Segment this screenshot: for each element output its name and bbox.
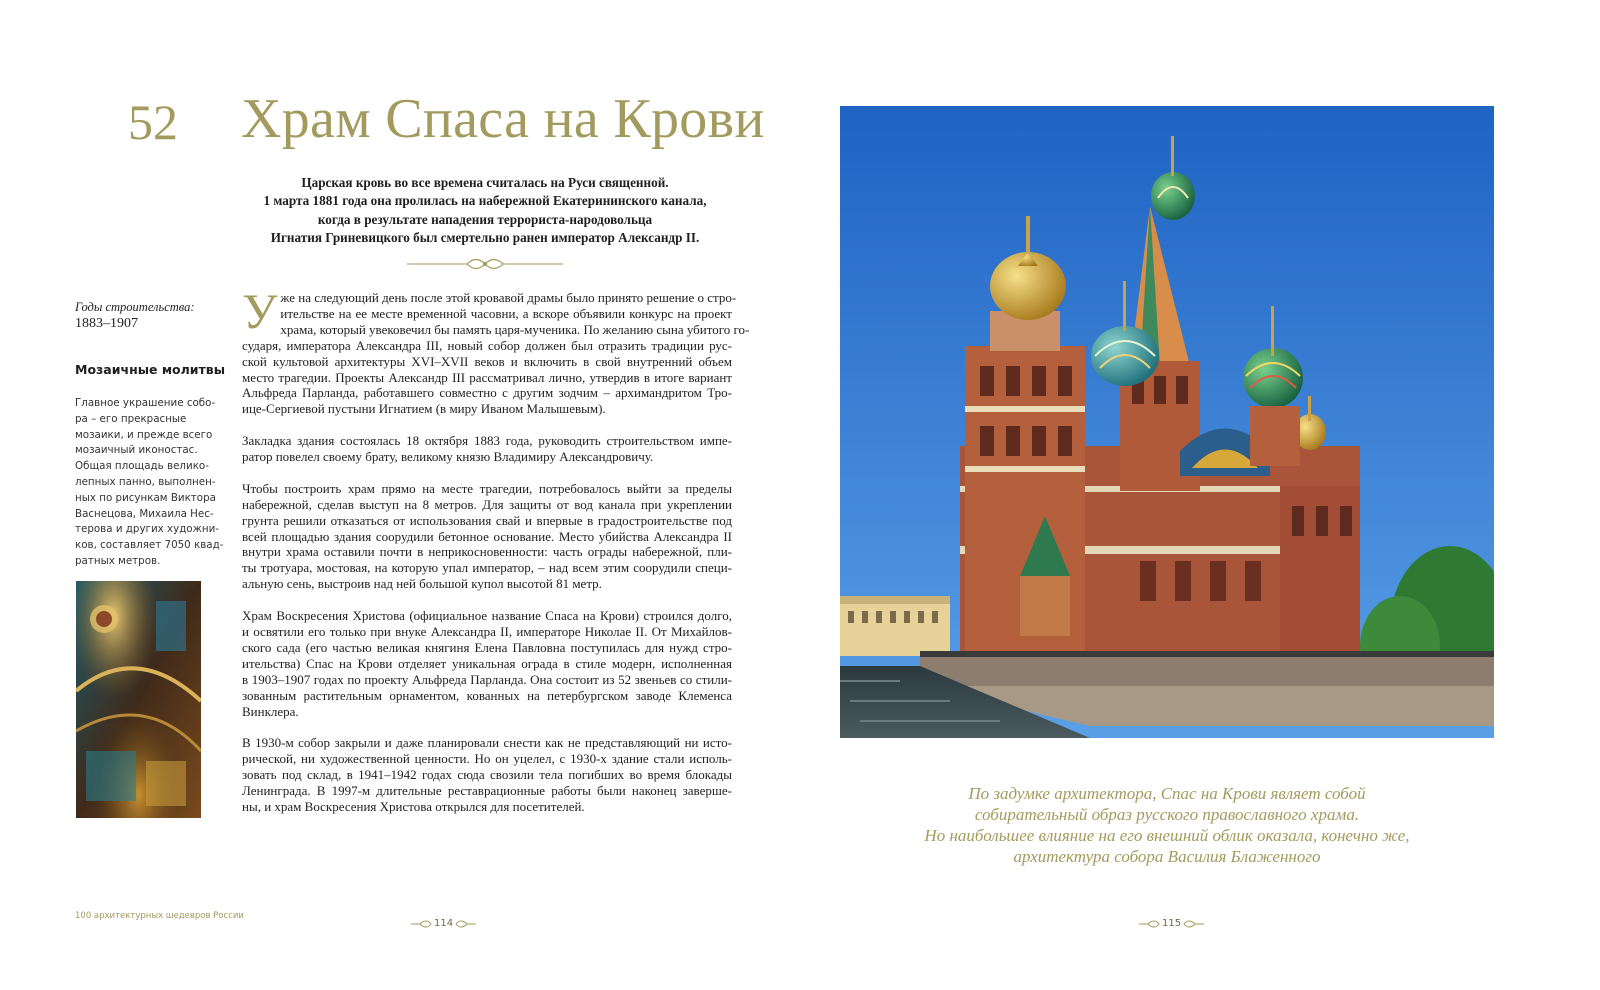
page-number-right <box>1138 918 1205 929</box>
text-line: и освятили его только при внуке Александра II, императоре Николае II. От Михайлов- <box>242 623 732 639</box>
text-line: ской культовой архитектуры XVI–XVII веков и включить в свой внутренний объем <box>242 353 732 369</box>
page-title: Храм Спаса на Крови <box>241 88 765 150</box>
text-line: рической, ни художественной ценности. Но он уцелел, с 1930-х здание стали исполь- <box>242 751 732 767</box>
ornament-icon <box>1183 919 1205 929</box>
sidebar-text <box>75 396 223 570</box>
ornament-icon <box>1138 919 1160 929</box>
drop-cap: У <box>242 283 278 339</box>
text-line: место трагедии. Проекты Александр III рассматривал лично, утвердив в итоге вариант <box>242 369 732 385</box>
text-line: зовать под склад, в 1941–1942 годах сюда свозили тела погибших во время блокады <box>242 767 732 783</box>
caption-line: Но наибольшее влияние на его внешний облик оказала, конечно же, <box>924 826 1410 845</box>
text-line: храма, который увековечил бы память царя-мученика. По желанию сына убитого го- <box>280 321 750 337</box>
page-number: 114 <box>434 918 454 929</box>
text-line: внутри храма оставили почти в неприкосновенности: часть ограды набережной, пли- <box>242 544 732 560</box>
paragraph <box>242 433 732 465</box>
paragraph <box>242 608 732 719</box>
text-line: ительства) Спас на Крови отделяет уникальная ограда в стиле модерн, исполненная <box>242 655 732 671</box>
text-line: сударя, императора Александра III, новый собор должен был отразить традиции рус- <box>242 337 732 353</box>
photo-caption <box>840 783 1494 867</box>
lead-line: 1 марта 1881 года она пролилась на набережной Екатерининского канала, <box>263 193 707 209</box>
text-line: Альфреда Парланда, работавшего совместно с другим зодчим – архимандритом Тро- <box>242 385 732 401</box>
sidebar-line: мозаики, и прежде всего <box>75 428 213 441</box>
text-line: Чтобы построить храм прямо на месте трагедии, потребовалось выйти за пределы <box>242 480 732 496</box>
text-line: ны, и храм Воскресения Христова открылся для посетителей. <box>242 798 585 814</box>
sidebar-line: Общая площадь велико- <box>75 460 209 473</box>
lead-line: когда в результате нападения террориста-народовольца <box>317 211 653 227</box>
caption-line: По задумке архитектора, Спас на Крови являет собой <box>968 784 1366 803</box>
text-line: же на следующий день после этой кровавой драмы было принято решение о стро- <box>280 290 737 305</box>
text-line: Храм Воскресения Христова (официальное название Спаса на Крови) строился долго, <box>242 608 732 624</box>
sidebar-line: ков, составляет 7050 квад- <box>75 539 224 552</box>
mosaic-interior-image <box>76 581 201 818</box>
page-number-left <box>410 918 477 929</box>
cathedral-photo <box>840 106 1494 738</box>
sidebar-line: Главное украшение собо- <box>75 397 216 409</box>
construction-years-label: Годы строительства: <box>75 300 195 314</box>
sidebar-line: ных по рисункам Виктора <box>75 491 216 504</box>
article-body <box>242 283 750 831</box>
text-line: ты тротуара, мостовая, на которую упал император, – над всем этим соорудили специ- <box>242 560 732 576</box>
text-line: В 1930-м собор закрыли и даже планировали снести как не представляющий ни исто- <box>242 735 732 751</box>
ornament-divider <box>405 256 565 272</box>
caption-line: собирательный образ русского православного храма. <box>974 805 1360 824</box>
text-line: Закладка здания состоялась 18 октября 1883 года, руководить строительством импе- <box>242 433 732 449</box>
paragraph <box>242 283 750 417</box>
ornament-icon <box>455 919 477 929</box>
page-number: 115 <box>1162 918 1182 929</box>
sidebar-line: лепных панно, выполнен- <box>75 475 216 488</box>
text-line: ратор повелел своему брату, великому князю Владимиру Александровичу. <box>242 449 654 465</box>
text-line: ице-Сергиевой пустыни Игнатием (в миру Иваном Малышевым). <box>242 401 606 417</box>
sidebar-line: мозаичный иконостас. <box>75 444 198 457</box>
text-line: в 1903–1907 годах по проекту Альфреда Парланда. Она состоит из 52 звеньев со стили- <box>242 671 732 687</box>
text-line: набережной, сделав выступ на 8 метров. Для защиты от вод канала при укреплении <box>242 496 732 512</box>
chapter-number: 52 <box>128 94 178 150</box>
ornament-icon <box>410 919 432 929</box>
book-title: 100 архитектурных шедевров России <box>75 911 244 921</box>
construction-years-value: 1883–1907 <box>75 316 138 331</box>
text-line: Ленинграда. В 1997-м длительные реставрационные работы были наконец заверше- <box>242 783 732 799</box>
text-line: грунта решили отказаться от использования свай и впервые в градостроительстве под <box>242 512 732 528</box>
paragraph <box>242 735 732 815</box>
sidebar-heading: Мозаичные молитвы <box>75 362 226 377</box>
sidebar-line: Васнецова, Михаила Нес- <box>75 507 214 520</box>
text-line: ского сада (его частью великая княгиня Елена Павловна поступилась для нужд стро- <box>242 639 732 655</box>
lead-line: Игнатия Гриневицкого был смертельно ранен император Александр II. <box>270 230 700 246</box>
lead-line: Царская кровь во все времена считалась на Руси священной. <box>301 175 669 190</box>
sidebar-line: ратных метров. <box>75 554 161 567</box>
caption-line: архитектура собора Василия Блаженного <box>1013 847 1321 866</box>
sidebar-line: терова и других художни- <box>75 523 220 536</box>
lead-paragraph <box>230 174 740 248</box>
text-line: Винклера. <box>242 703 299 719</box>
text-line: альную сень, выстроив над ней большой купол высотой 81 метр. <box>242 576 602 592</box>
sidebar-line: ра – его прекрасные <box>75 412 187 425</box>
text-line: всей площадью здания соорудили бетонное основание. Место убийства Александра II <box>242 528 732 544</box>
text-line: ительстве на ее месте временной часовни, а вскоре объявили конкурс на проект <box>280 305 732 321</box>
paragraph <box>242 481 732 592</box>
text-line: зованным растительным орнаментом, кованных на петербургском заводе Клеменса <box>242 687 732 703</box>
